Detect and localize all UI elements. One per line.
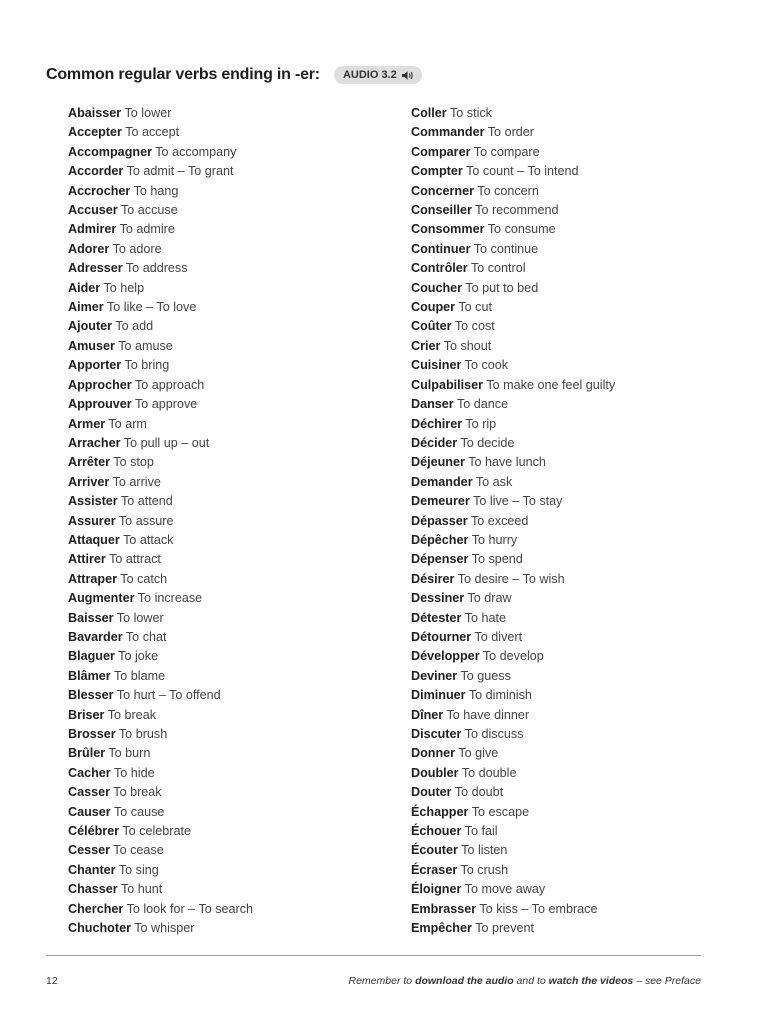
verb-infinitive: Blâmer [68, 668, 111, 683]
verb-infinitive: Baisser [68, 610, 114, 625]
verb-entry [411, 706, 615, 725]
verb-translation: To celebrate [122, 824, 191, 839]
verb-translation: To live – To stay [473, 494, 563, 509]
verb-infinitive: Dépêcher [411, 532, 469, 547]
verb-translation: To lower [124, 106, 172, 120]
verb-infinitive: Admirer [68, 222, 117, 237]
verb-entry [68, 492, 253, 511]
verb-translation: To count – To intend [466, 164, 579, 179]
verb-entry [68, 123, 253, 142]
verb-infinitive: Approcher [68, 377, 132, 392]
verb-entry [411, 880, 615, 899]
verb-translation: To approach [134, 377, 205, 392]
verb-translation: To help [103, 280, 145, 295]
footer-divider [46, 955, 701, 956]
verb-entry [68, 841, 253, 860]
verb-infinitive: Célébrer [68, 824, 120, 839]
verb-entry [411, 220, 615, 239]
verb-entry [68, 337, 253, 356]
verb-translation: To cut [458, 300, 492, 315]
verb-infinitive: Chanter [68, 862, 116, 877]
verb-translation: To lower [116, 610, 164, 625]
verb-translation: To arrive [112, 474, 161, 489]
verb-infinitive: Arriver [68, 474, 110, 489]
verb-translation: To hurry [471, 532, 518, 547]
verb-translation: To accuse [121, 203, 178, 218]
verb-infinitive: Coller [411, 106, 447, 120]
verb-infinitive: Échapper [411, 804, 469, 819]
verb-translation: To amuse [118, 338, 173, 353]
verb-infinitive: Cuisiner [411, 358, 462, 373]
verb-infinitive: Accompagner [68, 144, 152, 159]
verb-entry [411, 162, 615, 181]
verb-infinitive: Blesser [68, 688, 114, 703]
verb-translation: To put to bed [465, 280, 539, 295]
verb-translation: To blame [113, 668, 166, 683]
verb-infinitive: Abaisser [68, 106, 122, 120]
verb-infinitive: Crier [411, 338, 441, 353]
verb-entry [68, 706, 253, 725]
verb-entry [411, 337, 615, 356]
verb-translation: To stop [113, 455, 154, 470]
verb-entry [68, 162, 253, 181]
verb-infinitive: Échouer [411, 824, 462, 839]
verb-translation: To attract [109, 552, 161, 567]
verb-infinitive: Brûler [68, 746, 106, 761]
verb-translation: To cook [464, 358, 509, 373]
verb-translation: To catch [120, 571, 168, 586]
verb-entry [68, 822, 253, 841]
verb-translation: To double [461, 765, 517, 780]
verb-entry [411, 104, 615, 123]
verb-entry [411, 123, 615, 142]
verb-entry [68, 880, 253, 899]
verb-infinitive: Approuver [68, 397, 132, 412]
verb-infinitive: Attaquer [68, 532, 120, 547]
verb-translation: To concern [477, 183, 539, 198]
verb-entry [411, 453, 615, 472]
verb-infinitive: Accrocher [68, 183, 131, 198]
verb-translation: To admit – To grant [126, 164, 234, 179]
verb-infinitive: Chuchoter [68, 921, 131, 936]
verb-infinitive: Douter [411, 785, 452, 800]
footer-note-part: – see Preface [633, 975, 701, 987]
verb-translation: To chat [125, 629, 167, 644]
verb-entry [68, 434, 253, 453]
verb-infinitive: Commander [411, 125, 485, 140]
verb-entry [411, 609, 615, 628]
audio-badge[interactable] [334, 66, 422, 84]
verb-infinitive: Culpabiliser [411, 377, 484, 392]
footer-note-part: Remember to [348, 975, 416, 987]
verb-translation: To continue [473, 241, 539, 256]
verb-entry [411, 667, 615, 686]
verb-entry [411, 744, 615, 763]
verb-translation: To add [115, 319, 154, 334]
verb-translation: To like – To love [106, 300, 197, 315]
heading-row [46, 66, 422, 84]
verb-entry [411, 279, 615, 298]
verb-translation: To prevent [475, 921, 534, 936]
verb-entry [411, 861, 615, 880]
verb-infinitive: Écouter [411, 843, 458, 858]
verb-infinitive: Comparer [411, 144, 471, 159]
verb-infinitive: Détourner [411, 629, 472, 644]
verb-infinitive: Brosser [68, 727, 116, 741]
verb-entry [411, 589, 615, 608]
verb-entry [68, 298, 253, 317]
verb-infinitive: Casser [68, 785, 111, 800]
verb-translation: To break [113, 785, 162, 800]
verb-entry [68, 609, 253, 628]
verb-infinitive: Désirer [411, 571, 455, 586]
verb-translation: To have dinner [446, 707, 530, 722]
verb-entry [68, 550, 253, 569]
verb-infinitive: Amuser [68, 338, 115, 353]
footer-note-part: and to [513, 975, 549, 987]
verb-translation: To assure [118, 513, 174, 528]
verb-entry [68, 628, 253, 647]
verb-entry [68, 512, 253, 531]
verb-translation: To sing [118, 862, 159, 877]
verb-infinitive: Causer [68, 804, 111, 819]
verb-infinitive: Diminuer [411, 688, 466, 703]
verb-translation: To control [470, 261, 526, 276]
verb-translation: To develop [482, 649, 544, 664]
verb-infinitive: Dessiner [411, 591, 465, 606]
verb-infinitive: Embrasser [411, 901, 477, 916]
verb-translation: To pull up – out [123, 435, 210, 450]
verb-translation: To decide [460, 435, 515, 450]
verb-entry [411, 356, 615, 375]
verb-infinitive: Arracher [68, 435, 121, 450]
verb-infinitive: Contrôler [411, 261, 468, 276]
verb-translation: To listen [461, 843, 508, 858]
verb-entry [68, 725, 253, 744]
verb-translation: To address [125, 261, 188, 276]
verb-entry [68, 415, 253, 434]
verb-infinitive: Dépenser [411, 552, 469, 567]
verb-translation: To adore [112, 241, 162, 256]
verb-infinitive: Arrêter [68, 455, 110, 470]
verb-entry [68, 570, 253, 589]
verb-entry [411, 143, 615, 162]
verb-translation: To order [487, 125, 534, 140]
verb-entry [411, 415, 615, 434]
verb-translation: To compare [473, 144, 540, 159]
verb-infinitive: Déchirer [411, 416, 463, 431]
verb-infinitive: Écraser [411, 862, 458, 877]
verb-infinitive: Coucher [411, 280, 463, 295]
verb-infinitive: Détester [411, 610, 462, 625]
verb-translation: To fail [464, 824, 498, 839]
verb-entry [411, 395, 615, 414]
verb-infinitive: Éloigner [411, 882, 462, 897]
verb-translation: To whisper [134, 921, 195, 936]
verb-translation: To arm [108, 416, 147, 431]
verb-entry [411, 822, 615, 841]
verb-entry [411, 376, 615, 395]
verb-translation: To approve [134, 397, 198, 412]
verb-infinitive: Chasser [68, 882, 118, 897]
footer-note-part: watch the videos [548, 975, 634, 987]
verb-infinitive: Donner [411, 746, 456, 761]
verb-entry [68, 201, 253, 220]
verb-infinitive: Coûter [411, 319, 452, 334]
verb-infinitive: Attirer [68, 552, 106, 567]
verb-entry [411, 803, 615, 822]
verb-translation: To hang [133, 183, 179, 198]
verb-infinitive: Accorder [68, 164, 124, 179]
verb-list-right [411, 104, 615, 938]
verb-translation: To accept [125, 125, 180, 140]
verb-translation: To doubt [454, 785, 504, 800]
verb-infinitive: Briser [68, 707, 105, 722]
verb-translation: To dance [456, 397, 509, 412]
verb-translation: To crush [460, 862, 509, 877]
verb-entry [68, 764, 253, 783]
verb-infinitive: Cesser [68, 843, 111, 858]
verb-translation: To have lunch [468, 455, 546, 470]
verb-entry [68, 861, 253, 880]
verb-entry [411, 550, 615, 569]
verb-infinitive: Apporter [68, 358, 122, 373]
verb-translation: To discuss [464, 727, 524, 741]
verb-entry [411, 259, 615, 278]
verb-entry [68, 589, 253, 608]
verb-entry [411, 182, 615, 201]
verb-translation: To divert [474, 629, 523, 644]
verb-entry [411, 492, 615, 511]
verb-entry [411, 201, 615, 220]
verb-entry [411, 628, 615, 647]
verb-infinitive: Assister [68, 494, 118, 509]
verb-translation: To hunt [121, 882, 163, 897]
verb-infinitive: Compter [411, 164, 463, 179]
footer-note [349, 975, 701, 987]
verb-translation: To accompany [155, 144, 237, 159]
verb-translation: To shout [443, 338, 492, 353]
verb-translation: To spend [471, 552, 523, 567]
verb-entry [68, 667, 253, 686]
speaker-icon [401, 70, 414, 81]
verb-infinitive: Blaguer [68, 649, 115, 664]
verb-entry [411, 919, 615, 938]
verb-entry [411, 473, 615, 492]
verb-infinitive: Continuer [411, 241, 471, 256]
verb-infinitive: Accuser [68, 203, 118, 218]
section-heading: Common regular verbs ending in -er: [46, 66, 320, 83]
verb-entry [411, 317, 615, 336]
verb-entry [68, 647, 253, 666]
verb-infinitive: Aimer [68, 300, 104, 315]
verb-translation: To kiss – To embrace [479, 901, 598, 916]
verb-entry [411, 240, 615, 259]
verb-infinitive: Adorer [68, 241, 110, 256]
verb-translation: To escape [471, 804, 530, 819]
verb-translation: To draw [467, 591, 512, 606]
verb-infinitive: Doubler [411, 765, 459, 780]
verb-entry [411, 298, 615, 317]
verb-entry [411, 725, 615, 744]
verb-infinitive: Empêcher [411, 921, 472, 936]
verb-infinitive: Déjeuner [411, 455, 465, 470]
verb-entry [68, 783, 253, 802]
verb-entry [68, 182, 253, 201]
verb-translation: To hurt – To offend [116, 688, 221, 703]
page-number: 12 [46, 975, 58, 987]
verb-translation: To consume [487, 222, 556, 237]
verb-infinitive: Demeurer [411, 494, 470, 509]
verb-entry [68, 104, 253, 123]
verb-translation: To look for – To search [126, 901, 254, 916]
verb-entry [411, 434, 615, 453]
verb-translation: To ask [475, 474, 513, 489]
verb-translation: To recommend [475, 203, 559, 218]
verb-entry [411, 841, 615, 860]
verb-infinitive: Assurer [68, 513, 116, 528]
verb-entry [411, 647, 615, 666]
verb-entry [411, 783, 615, 802]
verb-translation: To break [107, 707, 156, 722]
audio-badge-label: AUDIO 3.2 [342, 69, 397, 81]
verb-translation: To stick [449, 106, 492, 120]
verb-infinitive: Danser [411, 397, 454, 412]
verb-translation: To make one feel guilty [486, 377, 616, 392]
verb-infinitive: Attraper [68, 571, 117, 586]
verb-infinitive: Chercher [68, 901, 124, 916]
verb-translation: To cease [113, 843, 164, 858]
verb-entry [411, 570, 615, 589]
verb-infinitive: Deviner [411, 668, 458, 683]
verb-entry [411, 764, 615, 783]
verb-infinitive: Concerner [411, 183, 474, 198]
verb-entry [68, 473, 253, 492]
verb-entry [68, 395, 253, 414]
verb-translation: To give [458, 746, 499, 761]
verb-entry [68, 744, 253, 763]
verb-infinitive: Demander [411, 474, 473, 489]
verb-translation: To attend [121, 494, 173, 509]
verb-translation: To cost [454, 319, 495, 334]
verb-infinitive: Adresser [68, 261, 123, 276]
verb-infinitive: Discuter [411, 727, 462, 741]
verb-translation: To cause [113, 804, 165, 819]
verb-entry [68, 220, 253, 239]
verb-list-left [68, 104, 253, 938]
verb-infinitive: Cacher [68, 765, 111, 780]
verb-infinitive: Augmenter [68, 591, 135, 606]
verb-translation: To brush [118, 727, 168, 741]
verb-translation: To desire – To wish [457, 571, 565, 586]
verb-translation: To move away [464, 882, 546, 897]
verb-translation: To hide [113, 765, 155, 780]
verb-infinitive: Ajouter [68, 319, 113, 334]
verb-infinitive: Armer [68, 416, 106, 431]
verb-entry [68, 900, 253, 919]
verb-infinitive: Conseiller [411, 203, 472, 218]
verb-translation: To hate [464, 610, 506, 625]
verb-translation: To bring [124, 358, 170, 373]
verb-infinitive: Couper [411, 300, 456, 315]
verb-infinitive: Bavarder [68, 629, 123, 644]
verb-translation: To attack [123, 532, 174, 547]
verb-entry [68, 259, 253, 278]
verb-entry [68, 279, 253, 298]
verb-infinitive: Développer [411, 649, 480, 664]
verb-translation: To joke [118, 649, 159, 664]
verb-entry [68, 919, 253, 938]
verb-entry [411, 512, 615, 531]
verb-infinitive: Dîner [411, 707, 444, 722]
verb-entry [68, 240, 253, 259]
verb-translation: To exceed [471, 513, 529, 528]
verb-translation: To rip [465, 416, 497, 431]
verb-entry [68, 453, 253, 472]
verb-entry [68, 143, 253, 162]
verb-entry [68, 686, 253, 705]
verb-infinitive: Dépasser [411, 513, 468, 528]
verb-translation: To burn [108, 746, 151, 761]
verb-entry [68, 376, 253, 395]
verb-entry [68, 803, 253, 822]
verb-entry [68, 356, 253, 375]
verb-entry [411, 531, 615, 550]
verb-translation: To admire [119, 222, 175, 237]
verb-infinitive: Consommer [411, 222, 485, 237]
verb-translation: To increase [137, 591, 203, 606]
verb-entry [68, 531, 253, 550]
verb-infinitive: Aider [68, 280, 101, 295]
verb-translation: To diminish [468, 688, 532, 703]
verb-entry [411, 686, 615, 705]
verb-infinitive: Accepter [68, 125, 122, 140]
verb-infinitive: Décider [411, 435, 458, 450]
verb-entry [411, 900, 615, 919]
verb-entry [68, 317, 253, 336]
verb-translation: To guess [460, 668, 511, 683]
footer-note-part: download the audio [415, 975, 514, 987]
